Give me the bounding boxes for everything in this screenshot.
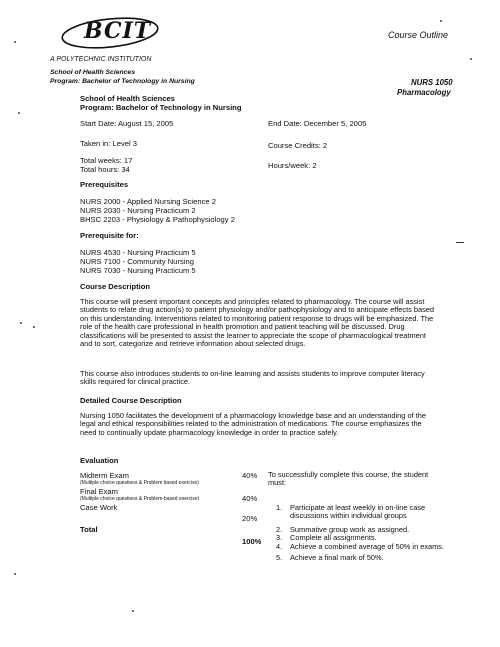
list-text: Achieve a combined average of 50% in exams. — [290, 541, 445, 551]
list-item — [276, 554, 448, 562]
course-description-para2: This course also introduces students to on-line learning and assists students to improve computer literacy skills required for clinical practice. — [80, 369, 425, 387]
list-number: 5. — [276, 553, 283, 563]
scan-mark — [456, 242, 464, 243]
total-weeks: Total weeks: 17 — [80, 156, 133, 165]
bcit-logo — [58, 14, 162, 52]
list-item: NURS 2000 - Applied Nursing Science 2 — [80, 197, 216, 206]
eval-pct-casework: 20% — [242, 514, 258, 523]
eval-label-midterm: Midterm Exam — [80, 471, 129, 480]
scan-speck — [18, 112, 20, 114]
list-item: NURS 7030 - Nursing Practicum 5 — [80, 266, 196, 275]
scan-speck — [440, 20, 442, 22]
info-school: School of Health Sciences — [80, 94, 175, 103]
list-item — [276, 504, 448, 521]
detailed-description-para: Nursing 1050 facilitates the development of a pharmacology knowledge base and an understanding of the legal and ethical responsibilities related to the administration of medications. The course emphasizes the need to continually update pharmacology knowledge in order to practice safely. — [80, 411, 426, 437]
list-item: NURS 7100 - Community Nursing — [80, 257, 194, 266]
doc-type-label: Course Outline — [388, 30, 449, 40]
course-credits: Course Credits: 2 — [268, 141, 328, 150]
prerequisite-for-list — [80, 248, 196, 275]
scan-speck — [14, 573, 16, 575]
end-date: End Date: December 5, 2005 — [268, 119, 367, 128]
header-program: Program: Bachelor of Technology in Nursing — [50, 78, 195, 85]
list-item — [276, 543, 448, 551]
list-number: 1. — [276, 503, 283, 512]
evaluation-heading: Evaluation — [80, 456, 119, 465]
hours-per-week: Hours/week: 2 — [268, 161, 317, 170]
scan-speck — [20, 322, 22, 324]
total-hours: Total hours: 34 — [80, 165, 130, 174]
list-item: BHSC 2203 - Physiology & Pathophysiology 2 — [80, 215, 235, 224]
course-description-para1: This course will present important concepts and principles related to pharmacology. The course will assist students to relate drug action(s) to patient physiology and/or pathophysiology and to anticipate effects based on this understanding. Interventions related to monitoring patient response to drugs will be emphasized. The role of the health care professional in health promotion and patient teaching will be discussed. Drug classifications will be presented to assist the learner to appreciate the scope of pharmacological treatment and to sort, categorize and retrieve information about selected drugs. — [80, 297, 435, 349]
detailed-description-heading: Detailed Course Description — [80, 396, 182, 405]
eval-pct-final: 40% — [242, 494, 258, 503]
eval-label-final: Final Exam — [80, 487, 118, 496]
start-date: Start Date: August 15, 2005 — [80, 119, 174, 128]
course-code: NURS 1050 — [411, 78, 453, 87]
eval-total-label: Total — [80, 525, 98, 534]
list-number: 4. — [276, 541, 283, 551]
eval-note-midterm: (Multiple choice questions & Problem based exercise) — [80, 480, 199, 486]
list-text: Summative group work as assigned. — [290, 524, 410, 534]
list-number: 3. — [276, 533, 283, 543]
info-program: Program: Bachelor of Technology in Nursing — [80, 103, 242, 112]
list-item: NURS 2030 - Nursing Practicum 2 — [80, 206, 196, 215]
scan-speck — [14, 41, 16, 43]
list-text: Achieve a final mark of 50%. — [290, 553, 384, 563]
header-school: School of Health Sciences — [50, 69, 135, 76]
eval-total-pct: 100% — [242, 537, 262, 546]
list-text: Complete all assignments. — [290, 533, 377, 543]
eval-pct-midterm: 40% — [242, 471, 258, 480]
list-item: NURS 4530 - Nursing Practicum 5 — [80, 248, 196, 257]
course-name: Pharmacology — [397, 88, 451, 97]
scan-speck — [132, 610, 134, 612]
requirements-list — [276, 504, 448, 562]
list-number: 2. — [276, 524, 283, 534]
list-text: Participate at least weekly in on-line case discussions within individual groups — [290, 503, 426, 521]
prerequisites-heading: Prerequisites — [80, 180, 129, 189]
requirements-intro: To successfully complete this course, the student must: — [268, 470, 429, 488]
prerequisite-for-heading: Prerequisite for: — [80, 231, 139, 240]
eval-label-casework: Case Work — [80, 503, 118, 512]
taken-in: Taken in: Level 3 — [80, 139, 137, 148]
logo-text: BCIT — [84, 18, 152, 44]
scan-speck — [470, 58, 472, 60]
logo-tagline: A POLYTECHNIC INSTITUTION — [50, 56, 152, 63]
scan-speck — [33, 326, 35, 328]
course-description-heading: Course Description — [80, 282, 151, 291]
prerequisites-list — [80, 197, 235, 224]
eval-note-final: (Multiple choice questions & Problem-based exercise) — [80, 496, 200, 502]
